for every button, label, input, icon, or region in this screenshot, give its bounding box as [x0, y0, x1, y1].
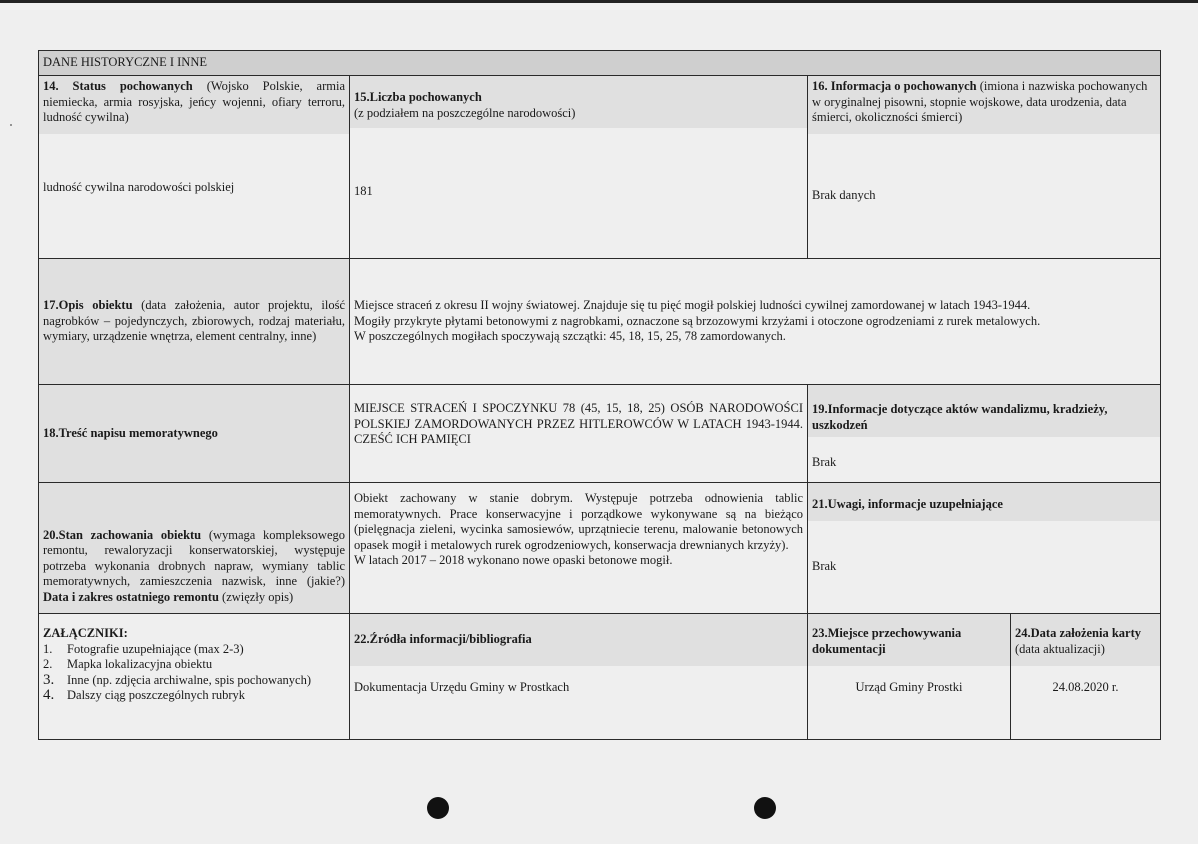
field-21-label: 21.Uwagi, informacje uzupełniające: [808, 483, 1160, 521]
attachment-item: 3. Inne (np. zdjęcia archiwalne, spis pochowanych): [43, 671, 312, 688]
field-24-value: 24.08.2020 r.: [1052, 680, 1119, 694]
field-17-line-2: Mogiły przykryte płytami betonowymi z nagrobkami, oznaczone są brzozowymi krzyżami i otoczone ogrodzeniami z rurek metalowych.: [354, 313, 1041, 328]
field-23-value: Urząd Gminy Prostki: [855, 680, 963, 694]
field-17-line-1: Miejsce straceń z okresu II wojny światowej. Znajduje się tu pięć mogił polskiej ludności cywilnej zamordowanej w latach 1943-1944.: [354, 298, 1031, 313]
field-22-value: Dokumentacja Urzędu Gminy w Prostkach: [354, 680, 570, 694]
field-17-value: [350, 259, 1161, 385]
field-17-line-3: W poszczególnych mogiłach spoczywają szczątki: 45, 18, 15, 25, 78 zamordowanych.: [354, 329, 786, 344]
field-14-value: ludność cywilna narodowości polskiej: [43, 180, 235, 194]
field-14-label: 14. Status pochowanych (Wojsko Polskie, armia niemiecka, armia rosyjska, jeńcy wojenni, ofiary terroru, ludność cywilna): [39, 76, 349, 134]
scan-speck: [10, 124, 12, 126]
field-23-cell: [808, 614, 1011, 740]
attachments-list: [43, 642, 345, 704]
field-19-cell: [808, 385, 1161, 483]
attachment-item: 2. Mapka lokalizacyjna obiektu: [43, 657, 213, 671]
historical-data-form: [38, 50, 1161, 740]
renovation-note: W latach 2017 – 2018 wykonano nowe opaski betonowe mogił.: [354, 553, 673, 567]
field-21-cell: [808, 483, 1161, 614]
attachments-cell: [39, 614, 350, 740]
attachment-item: 4. Dalszy ciąg poszczególnych rubryk: [43, 687, 246, 703]
attachment-item: 1. Fotografie uzupełniające (max 2-3): [43, 641, 244, 656]
punch-hole-right: [754, 797, 776, 819]
field-15-label: 15.Liczba pochowanych (z podziałem na poszczególne narodowości): [350, 76, 807, 128]
field-22-label: 22.Źródła informacji/bibliografia: [350, 614, 807, 666]
field-24-label: 24.Data założenia karty (data aktualizacji): [1011, 614, 1160, 666]
field-15-value: 181: [354, 184, 373, 198]
field-19-value: Brak: [812, 455, 837, 469]
section-header: DANE HISTORYCZNE I INNE: [39, 51, 1161, 76]
condition-description: Obiekt zachowany w stanie dobrym. Występuje potrzeba odnowienia tablic memoratywnych. Prace konserwacyjne i porządkowe wykonywane są na bieżąco (pielęgnacja zieleni, wycinka samosiewów, uprzątniecie terenu, malowanie betonowych opasek mogił i metalowych rurek ogrodzeniowych, konserwacja drewnianych krzyży).: [354, 491, 803, 552]
memorial-inscription-text: MIEJSCE STRACEŃ I SPOCZYNKU 78 (45, 15, 18, 25) OSÓB NARODOWOŚCI POLSKIEJ ZAMORDOWANYCH PRZEZ HITLEROWCÓW W LATACH 1943-1944. CZEŚĆ ICH PAMIĘCI: [354, 401, 803, 446]
field-14-cell: [39, 76, 350, 259]
field-20-label: 20.Stan zachowania obiektu (wymaga kompleksowego remontu, rewaloryzacji konserwatorskiej, występuje potrzeba wykonania drobnych napraw, wymiany tablic memoratywnych, zamieszczenia nazwisk, inne (jakie?) Data i zakres ostatniego remontu (zwięzły opis): [39, 483, 350, 614]
field-16-value: Brak danych: [812, 188, 876, 202]
field-24-cell: [1011, 614, 1161, 740]
page-top-edge: [0, 0, 1198, 3]
field-21-value: Brak: [812, 559, 837, 573]
field-16-label: 16. Informacja o pochowanych (imiona i nazwiska pochowanych w oryginalnej pisowni, stopnie wojskowe, data urodzenia, data śmierci, okoliczności śmierci): [808, 76, 1160, 134]
attachments-title: ZAŁĄCZNIKI:: [43, 626, 128, 640]
field-18-value: [350, 385, 808, 483]
punch-hole-left: [427, 797, 449, 819]
field-16-cell: [808, 76, 1161, 259]
field-17-label: 17.Opis obiektu (data założenia, autor projektu, ilość nagrobków – pojedynczych, zbiorowych, rodzaj materiału, wymiary, urządzenie wnętrza, element centralny, inne): [39, 259, 350, 385]
field-15-cell: [350, 76, 808, 259]
field-22-cell: [350, 614, 808, 740]
field-19-label: 19.Informacje dotyczące aktów wandalizmu, kradzieży, uszkodzeń: [808, 385, 1160, 437]
field-20-value: [350, 483, 808, 614]
field-18-label: 18.Treść napisu memoratywnego: [39, 385, 350, 483]
field-23-label: 23.Miejsce przechowywania dokumentacji: [808, 614, 1010, 666]
